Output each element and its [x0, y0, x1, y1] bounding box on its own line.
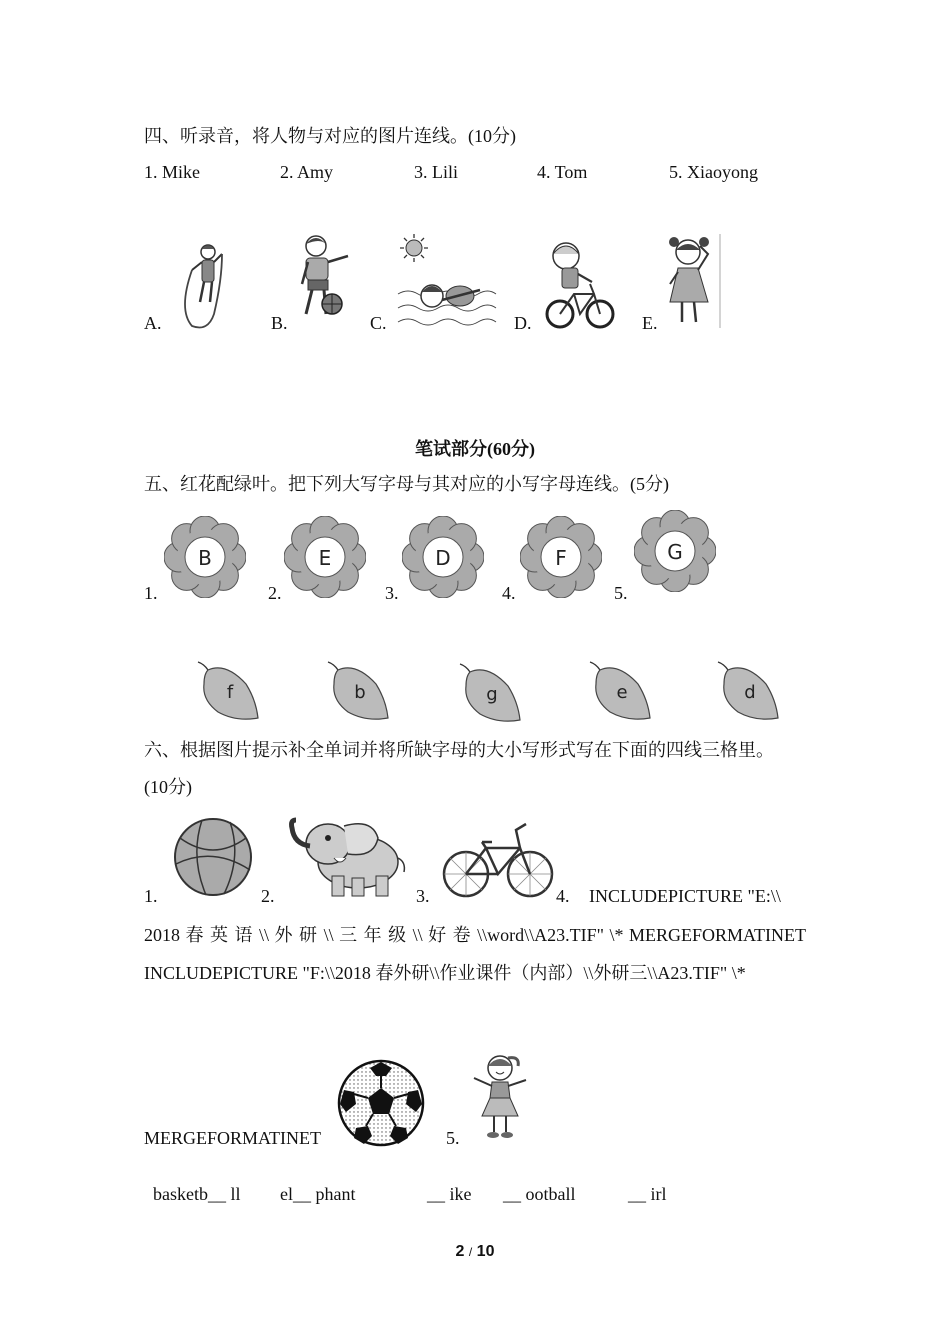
name-tom: 4. Tom [537, 162, 588, 182]
flower-5 [634, 510, 716, 592]
flower-letter: B [198, 546, 212, 570]
flower-letter: F [555, 546, 567, 570]
basketball-boy-image [294, 232, 354, 324]
flower-1 [164, 516, 246, 598]
flower-number-2: 2. [268, 583, 282, 603]
leaf-5 [716, 660, 782, 722]
field-code-line2: 2018 春 英 语 \\ 外 研 \\ 三 年 级 \\ 好 卷 \\word\\A23.TIF" \* MERGEFORMATINET [144, 925, 806, 945]
page-number: 2 [455, 1243, 465, 1260]
elephant-image [288, 814, 410, 900]
word-bike: __ ike [427, 1184, 472, 1204]
flower-letter: E [318, 546, 332, 570]
picture-number-5: 5. [446, 1128, 460, 1148]
football-image [336, 1058, 426, 1148]
option-a-label: A. [144, 313, 162, 333]
word-basketball: basketb__ ll [153, 1184, 241, 1204]
option-c-label: C. [370, 313, 387, 333]
picture-number-2: 2. [261, 886, 275, 906]
bicycle-image [442, 820, 554, 900]
flower-number-1: 1. [144, 583, 158, 603]
flower-number-5: 5. [614, 583, 628, 603]
girl-image [464, 1050, 534, 1144]
field-code-line4: MERGEFORMATINET [144, 1128, 322, 1148]
section4-title: 四、听录音，将人物与对应的图片连线。(10分) [144, 126, 516, 146]
word-elephant: el__ phant [280, 1184, 356, 1204]
leaf-2 [326, 660, 392, 722]
written-part-heading: 笔试部分(60分) [415, 439, 535, 459]
name-lili: 3. Lili [414, 162, 458, 182]
name-mike: 1. Mike [144, 162, 200, 182]
field-code-start: INCLUDEPICTURE "E:\\ [589, 886, 781, 906]
picture-number-1: 1. [144, 886, 158, 906]
swimming-boy-image [396, 234, 498, 330]
field-code-line3: INCLUDEPICTURE "F:\\2018 春外研\\作业课件（内部）\\外研三\\A23.TIF" \* [144, 963, 746, 983]
flower-4 [520, 516, 602, 598]
word-football: __ ootball [503, 1184, 576, 1204]
leaf-letter: f [226, 682, 234, 703]
name-xiaoyong: 5. Xiaoyong [669, 162, 758, 182]
option-e-label: E. [642, 313, 658, 333]
girl-standing-image [664, 232, 724, 330]
flower-letter: D [435, 546, 451, 570]
flower-number-3: 3. [385, 583, 399, 603]
leaf-letter: d [744, 682, 756, 703]
jump-rope-girl-image [178, 240, 228, 330]
flower-3 [402, 516, 484, 598]
page-footer [0, 1243, 950, 1261]
page-total: 10 [476, 1243, 495, 1260]
flower-number-4: 4. [502, 583, 516, 603]
flower-2 [284, 516, 366, 598]
option-b-label: B. [271, 313, 288, 333]
page-separator: / [468, 1245, 473, 1259]
leaf-letter: e [616, 682, 628, 703]
basketball-image [172, 816, 254, 898]
leaf-1 [196, 660, 262, 722]
flower-letter: G [667, 540, 683, 564]
leaf-3 [458, 662, 524, 724]
section6-score: (10分) [144, 777, 192, 797]
leaf-4 [588, 660, 654, 722]
name-amy: 2. Amy [280, 162, 334, 182]
cycling-boy-image [544, 238, 616, 330]
picture-number-3: 3. [416, 886, 430, 906]
leaf-letter: g [486, 684, 498, 705]
option-d-label: D. [514, 313, 532, 333]
word-girl: __ irl [628, 1184, 667, 1204]
leaf-letter: b [354, 682, 366, 703]
picture-number-4: 4. [556, 886, 570, 906]
section5-title: 五、红花配绿叶。把下列大写字母与其对应的小写字母连线。(5分) [144, 474, 669, 494]
section6-title: 六、根据图片提示补全单词并将所缺字母的大小写形式写在下面的四线三格里。 [144, 740, 774, 760]
